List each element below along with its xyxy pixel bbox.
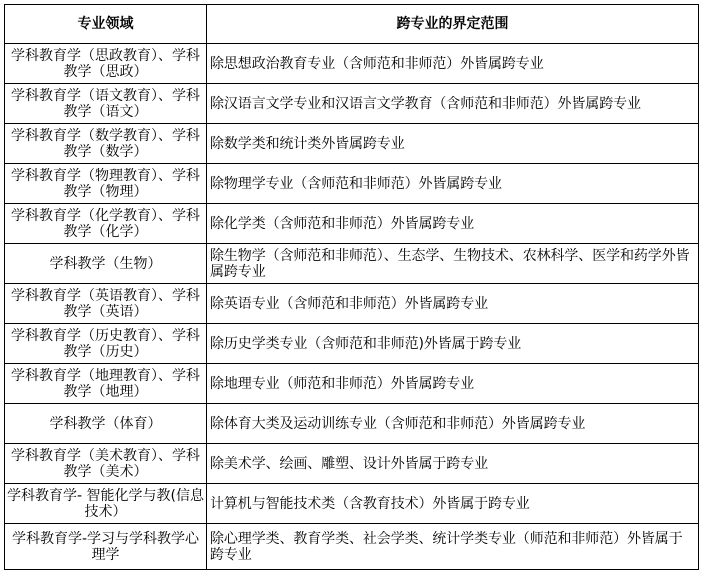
table-row (5, 164, 699, 204)
scope-cell: 除美术学、绘画、雕塑、设计外皆属于跨专业 (207, 444, 699, 484)
field-cell: 学科教育学（数学教育）、学科教学（数学） (5, 124, 207, 164)
table-row (5, 484, 699, 524)
field-cell: 学科教育学（思政教育）、学科教学（思政） (5, 44, 207, 84)
field-cell: 学科教育学（美术教育）、学科教学（美术） (5, 444, 207, 484)
scope-cell: 除思想政治教育专业（含师范和非师范）外皆属跨专业 (207, 44, 699, 84)
header-field: 专业领域 (5, 5, 207, 44)
table-row (5, 444, 699, 484)
scope-cell: 除心理学类、教育学类、社会学类、统计学类专业（师范和非师范）外皆属于跨专业 (207, 524, 699, 570)
table-row (5, 124, 699, 164)
table-row (5, 44, 699, 84)
scope-cell: 除英语专业（含师范和非师范）外皆属跨专业 (207, 284, 699, 324)
field-cell: 学科教育学（地理教育）、学科教学（地理） (5, 364, 207, 404)
scope-cell: 计算机与智能技术类（含教育技术）外皆属于跨专业 (207, 484, 699, 524)
field-cell: 学科教育学- 智能化学与教(信息技术） (5, 484, 207, 524)
table-row (5, 244, 699, 284)
table-row (5, 324, 699, 364)
scope-cell: 除生物学（含师范和非师范）、生态学、生物技术、农林科学、医学和药学外皆属跨专业 (207, 244, 699, 284)
scope-cell: 除历史学类专业（含师范和非师范)外皆属于跨专业 (207, 324, 699, 364)
field-cell: 学科教学（生物） (5, 244, 207, 284)
field-cell: 学科教育学-学习与学科教学心理学 (5, 524, 207, 570)
scope-cell: 除物理学专业（含师范和非师范）外皆属跨专业 (207, 164, 699, 204)
table-row (5, 364, 699, 404)
table-row (5, 404, 699, 444)
scope-cell: 除化学类（含师范和非师范）外皆属跨专业 (207, 204, 699, 244)
field-cell: 学科教学（体育） (5, 404, 207, 444)
field-cell: 学科教育学（历史教育）、学科教学（历史） (5, 324, 207, 364)
scope-cell: 除汉语言文学专业和汉语言文学教育（含师范和非师范）外皆属跨专业 (207, 84, 699, 124)
field-cell: 学科教育学（语文教育）、学科教学（语文） (5, 84, 207, 124)
table-row (5, 204, 699, 244)
field-cell: 学科教育学（英语教育）、学科教学（英语） (5, 284, 207, 324)
scope-cell: 除数学类和统计类外皆属跨专业 (207, 124, 699, 164)
header-scope: 跨专业的界定范围 (207, 5, 699, 44)
major-scope-table (4, 4, 699, 570)
scope-cell: 除地理专业（师范和非师范）外皆属跨专业 (207, 364, 699, 404)
scope-cell: 除体育大类及运动训练专业（含师范和非师范）外皆属跨专业 (207, 404, 699, 444)
field-cell: 学科教育学（物理教育）、学科教学（物理） (5, 164, 207, 204)
field-cell: 学科教育学（化学教育）、学科教学（化学） (5, 204, 207, 244)
table-row (5, 84, 699, 124)
table-row (5, 284, 699, 324)
table-row (5, 524, 699, 570)
header-row (5, 5, 699, 44)
